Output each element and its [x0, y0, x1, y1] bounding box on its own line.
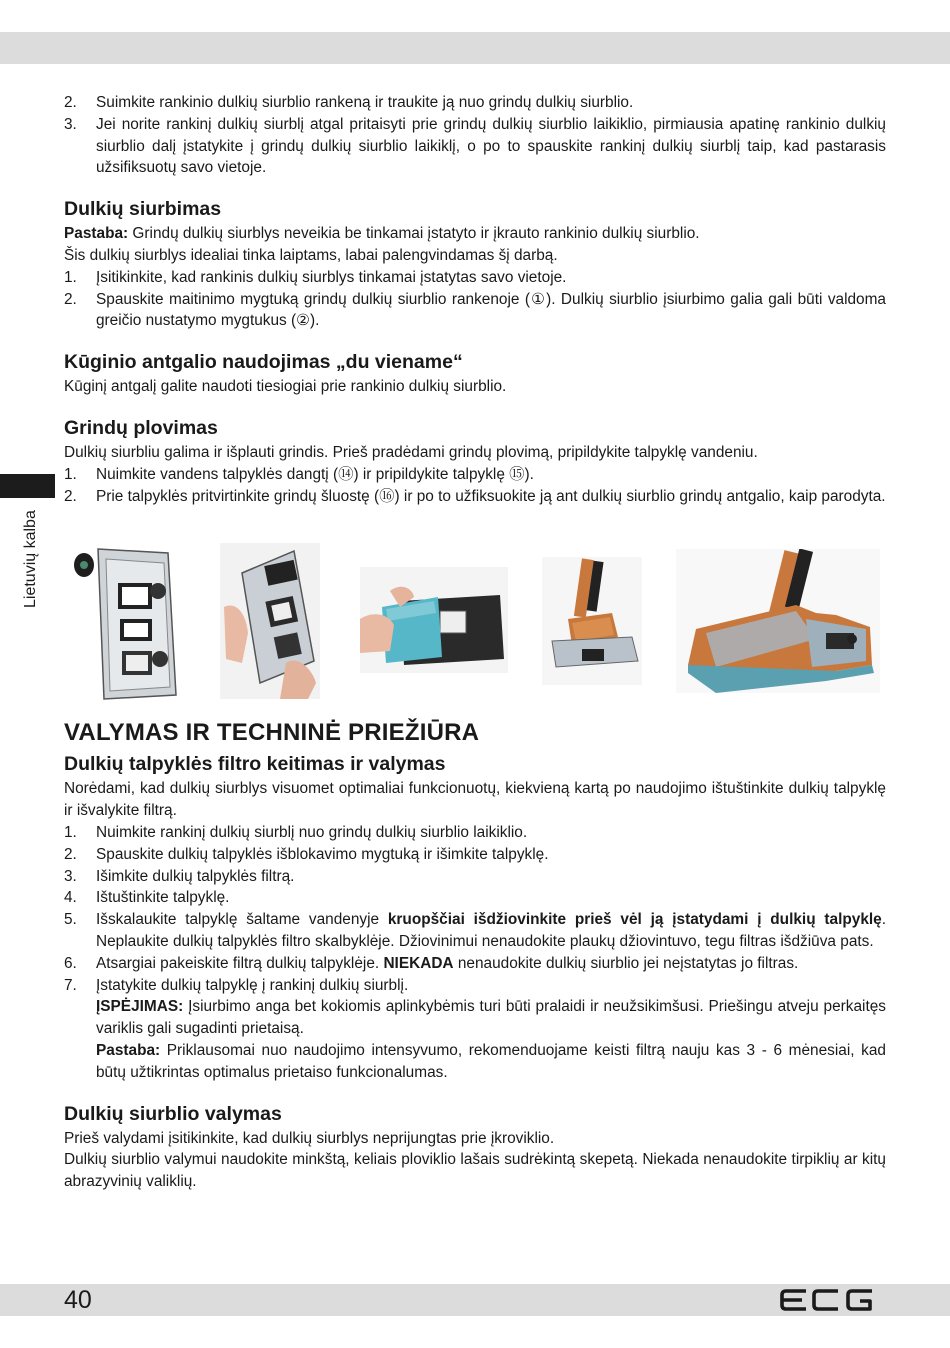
vacuum-cleaner-photo: [676, 549, 880, 693]
nozzle-text: Kūginį antgalį galite naudoti tiesiogiai prie rankinio dulkių siurblio.: [64, 378, 507, 396]
section-heading-cleaning: Dulkių siurblio valymas: [64, 1102, 282, 1125]
vacuuming-intro: Šis dulkių siurblys idealiai tinka laiptams, labai palengvindamas šį darbą.: [64, 246, 558, 264]
warning-note: ĮSPĖJIMAS: Įsiurbimo anga bet kokiomis aplinkybėmis turi būti pralaidi ir neužsikimšusi. Priešingu atveju perkaitęs variklis gali sugadinti prietaisą.: [96, 998, 886, 1038]
filter-note: Pastaba: Priklausomai nuo naudojimo intensyvumo, rekomenduojame keisti filtrą nauju kas 3 - 6 mėnesiai, kad būtų užtikrintas optimalus prietaiso funkcionalumas.: [96, 1041, 886, 1081]
mop-cloth-photo: [360, 567, 508, 673]
page-number: 40: [64, 1286, 92, 1314]
language-tab-marker: [0, 474, 55, 498]
nozzle-attached-photo: [542, 557, 642, 685]
list-item: 7. Įstatykite dulkių talpyklę į rankinį dulkių siurblį.: [64, 976, 409, 994]
section-heading-vacuuming: Dulkių siurbimas: [64, 198, 222, 221]
water-tank-photo: [68, 543, 186, 703]
list-item: 5. Išskalaukite talpyklę šaltame vandenyje kruopščiai išdžiovinkite prieš vėl ją įstatydami į dulkių talpyklę. Neplaukite dulkių talpyklės filtro skalbyklėje. Džiovinimui nenaudokite plaukų džiovintuvo, tegu filtras išdžiūva pats.: [64, 911, 886, 950]
list-item: 2. Spauskite dulkių talpyklės išblokavimo mygtuką ir išimkite talpyklę.: [64, 845, 549, 863]
tank-in-hands-photo: [220, 543, 320, 699]
mopping-intro: Dulkių siurbliu galima ir išplauti grindis. Prieš pradėdami grindų plovimą, pripildykite talpyklę vandeniu.: [64, 443, 758, 461]
list-item: 6. Atsargiai pakeiskite filtrą dulkių talpyklėje. NIEKADA nenaudokite dulkių siurblio jei neįstatytas jo filtras.: [64, 954, 799, 972]
chapter-title: VALYMAS IR TECHNINĖ PRIEŽIŪRA: [64, 719, 480, 747]
photo-gallery: [64, 543, 886, 703]
ecg-logo: [780, 1288, 874, 1312]
section-heading-nozzle: Kūginio antgalio naudojimas „du viename“: [64, 351, 463, 374]
list-item: 1. Įsitikinkite, kad rankinis dulkių siurblys tinkamai įstatytas savo vietoje.: [64, 268, 567, 286]
filter-intro: Norėdami, kad dulkių siurblys visuomet optimaliai funkcionuotų, kiekvieną kartą po naudojimo ištuštinkite dulkių talpyklę ir išvalykite filtrą.: [64, 780, 886, 820]
vacuuming-note: Pastaba: Grindų dulkių siurblys neveikia be tinkamai įstatyto ir įkrauto rankinio dulkių siurblio.: [64, 225, 700, 243]
list-item: 2. Spauskite maitinimo mygtuką grindų dulkių siurblio rankenoje (①). Dulkių siurblio įsiurbimo galia gali būti valdoma greičio nustatymo mygtukus (②).: [64, 290, 886, 330]
section-heading-mopping: Grindų plovimas: [64, 416, 218, 439]
list-item: 4. Ištuštinkite talpyklę.: [64, 889, 230, 907]
list-item: 1. Nuimkite vandens talpyklės dangtį (⑭) ir pripildykite talpyklę ⑮).: [64, 465, 534, 483]
section-heading-filter: Dulkių talpyklės filtro keitimas ir valymas: [64, 753, 446, 776]
list-item: 1. Nuimkite rankinį dulkių siurblį nuo grindų dulkių siurblio laikiklio.: [64, 823, 528, 841]
list-item: 3. Jei norite rankinį dulkių siurblį atgal pritaisyti prie grindų dulkių siurblio laikiklio, pirmiausia apatinę rankinio dulkių siurblio dalį įstatykite į grindų dulkių siurblio laikiklį, o po to spauskite rankinį dulkių siurblį taip, kad pastarasis užsifiksuotų savo vietoje.: [64, 115, 886, 177]
list-item: 3. Išimkite dulkių talpyklės filtrą.: [64, 867, 295, 885]
list-item: 2. Prie talpyklės pritvirtinkite grindų šluostę (⑯) ir po to užfiksuokite ją ant dulkių siurblio grindų antgalio, kaip parodyta.: [64, 487, 886, 505]
cleaning-line-2: Dulkių siurblio valymui naudokite minkštą, keliais ploviklio lašais sudrėkintą skepetą. Niekada nenaudokite tirpiklių ar kitų abrazyvinių valiklių.: [64, 1151, 886, 1191]
list-item: 2. Suimkite rankinio dulkių siurblio rankeną ir traukite ją nuo grindų dulkių siurblio.: [64, 94, 634, 111]
cleaning-line-1: Prieš valydami įsitikinkite, kad dulkių siurblys neprijungtas prie įkroviklio.: [64, 1129, 555, 1147]
language-side-label: Lietuvių kalba: [22, 510, 39, 608]
header-band: [0, 32, 950, 64]
